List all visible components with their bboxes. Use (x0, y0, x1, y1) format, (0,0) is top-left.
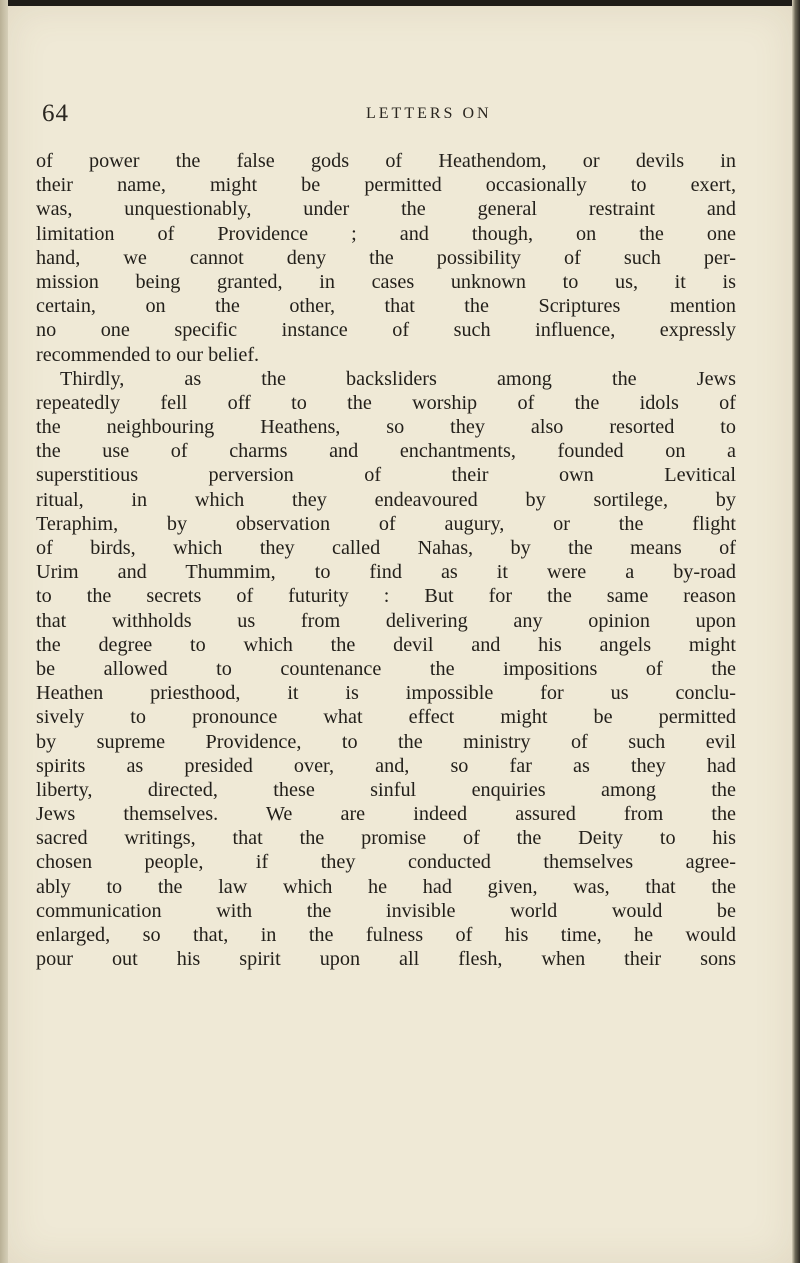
text-line: their name, might be permitted occasionally to exert, (36, 174, 736, 197)
text-line: was, unquestionably, under the general restraint and (36, 198, 736, 221)
text-line: communication with the invisible world would be (36, 899, 736, 922)
text-line: of birds, which they called Nahas, by the means of (36, 537, 736, 559)
text-line: the use of charms and enchantments, founded on a (36, 440, 736, 463)
running-title: LETTERS ON (366, 105, 492, 122)
text-line: certain, on the other, that the Scriptures mention (36, 295, 736, 318)
page-right-edge (792, 0, 800, 1263)
text-line: the degree to which the devil and his angels might (36, 633, 736, 656)
text-line: superstitious perversion of their own Levitical (36, 464, 736, 487)
text-line: spirits as presided over, and, so far as they had (36, 754, 736, 777)
text-line: by supreme Providence, to the ministry of such evil (36, 730, 736, 753)
page-number: 64 (42, 100, 69, 127)
text-line: that withholds us from delivering any opinion upon (36, 609, 736, 632)
text-line: Heathen priesthood, it is impossible for us conclu- (36, 682, 736, 705)
text-line: recommended to our belief. (36, 343, 260, 366)
text-line: the neighbouring Heathens, so they also resorted to (36, 416, 736, 439)
text-line: pour out his spirit upon all flesh, when their sons (36, 948, 736, 971)
paragraph-start-line: Thirdly, as the backsliders among the Jews (60, 367, 736, 390)
text-line: limitation of Providence ; and though, on the one (36, 222, 736, 245)
text-line: sacred writings, that the promise of the Deity to his (36, 827, 736, 850)
text-line: Jews themselves. We are indeed assured from the (36, 803, 736, 826)
body-text (36, 149, 736, 971)
text-line: sively to pronounce what effect might be permitted (36, 706, 736, 729)
text-line: ably to the law which he had given, was, that the (36, 875, 736, 898)
page-left-edge (0, 0, 8, 1263)
text-line: chosen people, if they conducted themselves agree- (36, 851, 736, 874)
running-head (0, 100, 800, 140)
text-line: be allowed to countenance the impositions of the (36, 657, 736, 680)
text-line: to the secrets of futurity : But for the same reason (36, 585, 736, 608)
text-line: mission being granted, in cases unknown to us, it is (36, 270, 736, 293)
text-line: Urim and Thummim, to find as it were a by-road (36, 561, 736, 584)
text-line: no one specific instance of such influence, expressly (36, 319, 736, 342)
text-line: Teraphim, by observation of augury, or the flight (36, 512, 736, 535)
text-line: liberty, directed, these sinful enquiries among the (36, 778, 736, 801)
text-line: hand, we cannot deny the possibility of such per- (36, 246, 736, 269)
text-line: enlarged, so that, in the fulness of his time, he would (36, 924, 736, 946)
text-line: of power the false gods of Heathendom, or devils in (36, 150, 736, 172)
text-line: ritual, in which they endeavoured by sortilege, by (36, 488, 736, 511)
text-line: repeatedly fell off to the worship of the idols of (36, 391, 736, 414)
